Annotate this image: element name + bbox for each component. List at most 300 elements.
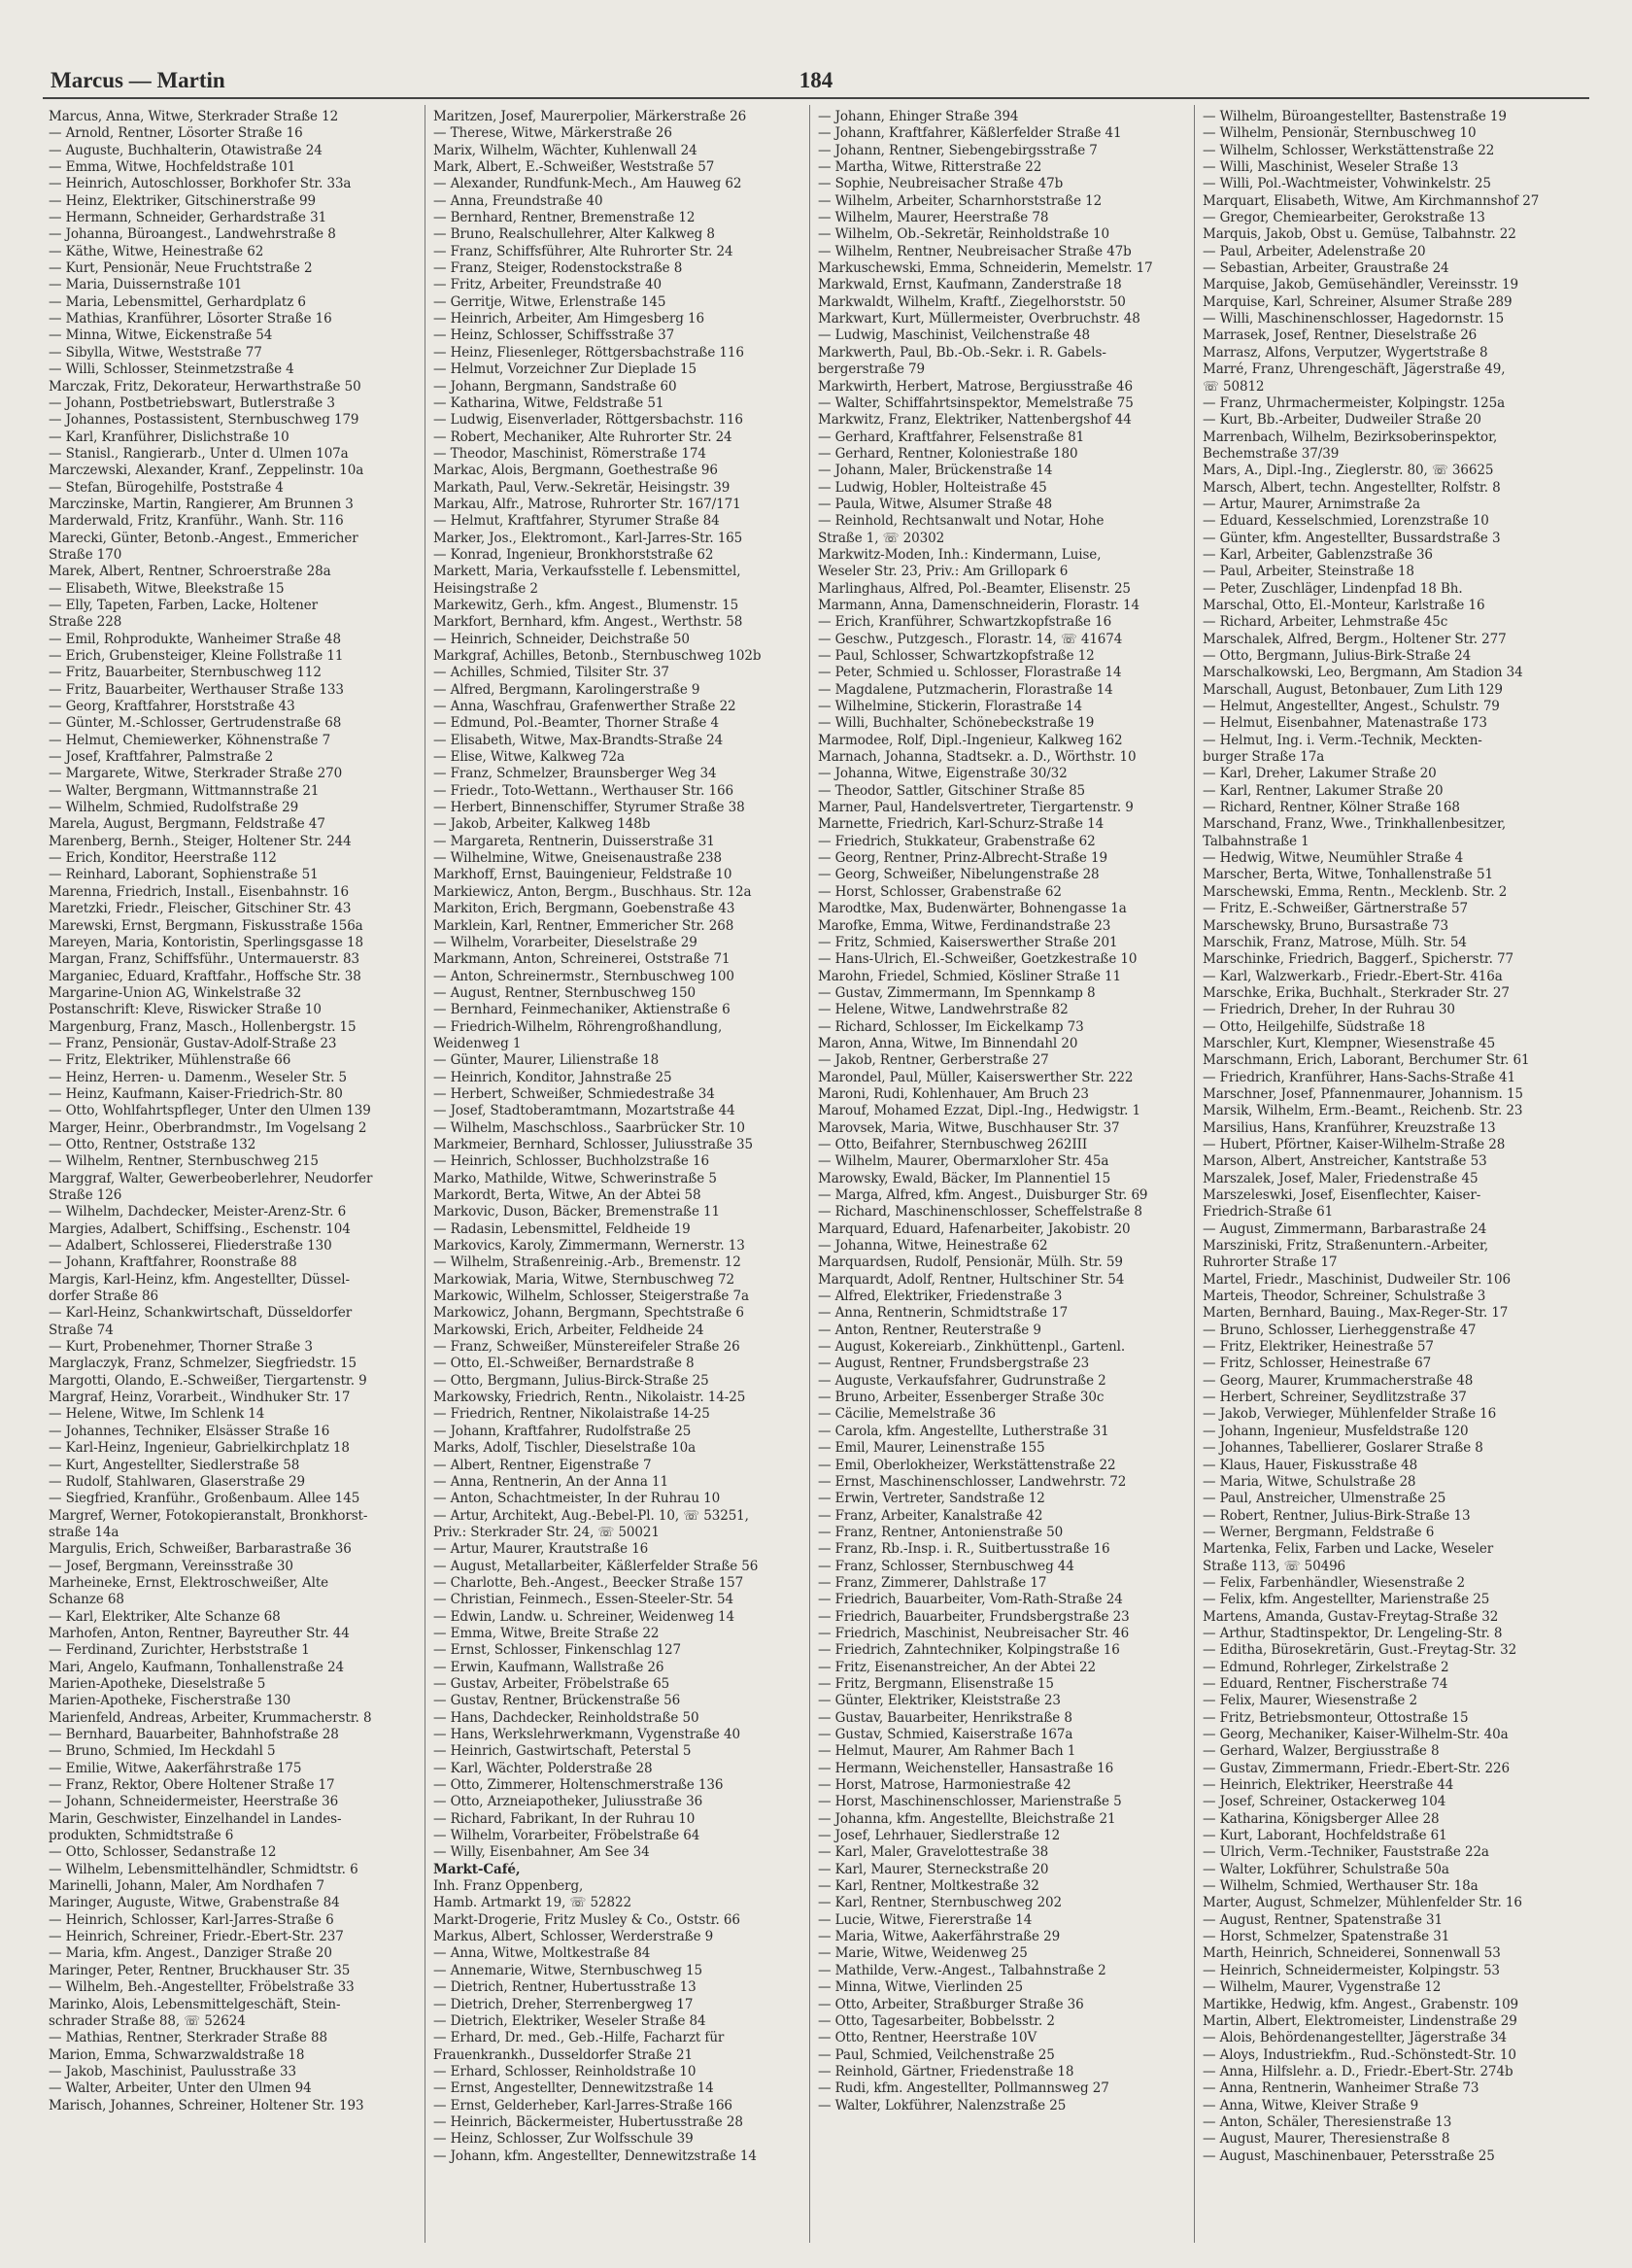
directory-entry: Marrasz, Alfons, Verputzer, Wygertstraße 8 (1203, 344, 1488, 361)
directory-entry: — Jakob, Arbeiter, Kalkweg 148b (433, 816, 651, 833)
directory-entry: — Fritz, Schlosser, Heinestraße 67 (1203, 1356, 1432, 1372)
directory-entry: — Hermann, Weichensteller, Hansastraße 16 (818, 1760, 1114, 1776)
directory-entry: Straße 228 (49, 614, 122, 631)
directory-entry: — Friedrich, Bauarbeiter, Vom-Rath-Straße 24 (818, 1592, 1123, 1608)
directory-entry: Straße 74 (49, 1322, 114, 1338)
directory-entry: Marrasek, Josef, Rentner, Dieselstraße 26 (1203, 327, 1478, 344)
directory-entry: — Robert, Rentner, Julius-Birk-Straße 13 (1203, 1507, 1471, 1524)
directory-entry: — Therese, Witwe, Märkerstraße 26 (433, 125, 672, 142)
directory-entry: — Günter, Maurer, Lilienstraße 18 (433, 1052, 660, 1069)
directory-entry: Weseler Str. 23, Priv.: Am Grillopark 6 (818, 564, 1069, 580)
directory-entry: — Johann, Maler, Brückenstraße 14 (818, 463, 1053, 479)
directory-entry: — Heinrich, Schlosser, Karl-Jarres-Straße 6 (49, 1911, 334, 1928)
directory-entry: — Hans, Werkslehrwerkmann, Vygenstraße 40 (433, 1727, 740, 1742)
directory-entry: Marcus, Anna, Witwe, Sterkrader Straße 12 (49, 109, 339, 124)
directory-entry: — Auguste, Buchhalterin, Otawistraße 24 (49, 142, 323, 158)
directory-entry: — Karl, Wächter, Polderstraße 28 (433, 1760, 653, 1776)
directory-entry: Marenna, Friedrich, Install., Eisenbahnstr. 16 (49, 883, 349, 900)
directory-entry: — Herbert, Schreiner, Seydlitzstraße 37 (1203, 1390, 1467, 1406)
directory-entry: — Anna, Hilfslehr. a. D., Friedr.-Ebert-Str. 274b (1203, 2063, 1513, 2079)
directory-entry: — Wilhelm, Büroangestellter, Bastenstraße 19 (1203, 109, 1507, 124)
directory-entry: — Alfred, Elektriker, Friedenstraße 3 (818, 1289, 1063, 1305)
directory-entry: — Horst, Matrose, Harmoniestraße 42 (818, 1777, 1071, 1794)
directory-entry: — Karl, Arbeiter, Gablenzstraße 36 (1203, 546, 1433, 563)
directory-entry: — Hans, Dachdecker, Reinholdstraße 50 (433, 1709, 699, 1726)
page-range-title: Marcus — Martin (51, 68, 225, 92)
directory-entry: Marsch, Albert, techn. Angestellter, Rolfstr. 8 (1203, 479, 1501, 496)
directory-entry: Markowsky, Friedrich, Rentn., Nikolaistr. 14-25 (433, 1390, 746, 1406)
directory-entry: — Reinhold, Gärtner, Friedenstraße 18 (818, 2063, 1074, 2079)
directory-entry: — Alexander, Rundfunk-Mech., Am Hauweg 62 (433, 176, 742, 192)
directory-entry: Markett, Maria, Verkaufsstelle f. Lebensmittel, (433, 564, 741, 580)
directory-entry: — Franz, Arbeiter, Kanalstraße 42 (818, 1507, 1043, 1524)
directory-entry: Markath, Paul, Verw.-Sekretär, Heisingstr. 39 (433, 479, 731, 496)
directory-entry: — Albert, Rentner, Eigenstraße 7 (433, 1457, 652, 1473)
directory-entry: — Walter, Bergmann, Wittmannstraße 21 (49, 782, 320, 799)
directory-entry: Marten, Bernhard, Bauing., Max-Reger-Str. 17 (1203, 1305, 1509, 1322)
directory-entry: — Willy, Eisenbahner, Am See 34 (433, 1844, 650, 1861)
directory-entry: Marin, Geschwister, Einzelhandel in Landes- (49, 1810, 342, 1827)
directory-entry: — Heinz, Schlosser, Schiffsstraße 37 (433, 327, 675, 344)
directory-entry: Marschalkowski, Leo, Bergmann, Am Stadion 34 (1203, 665, 1523, 681)
directory-entry: Markt-Café, (433, 1861, 521, 1877)
directory-entry: — Wilhelm, Straßenreinig.-Arb., Bremenstr. 12 (433, 1254, 741, 1271)
directory-entry: Marschik, Franz, Matrose, Mülh. Str. 54 (1203, 934, 1467, 950)
directory-entry: Martel, Friedr., Maschinist, Dudweiler Str. 106 (1203, 1271, 1511, 1288)
directory-entry: Marquis, Jakob, Obst u. Gemüse, Talbahnstr. 22 (1203, 226, 1516, 243)
directory-entry: — Johanna, Büroangest., Landwehrstraße 8 (49, 226, 336, 243)
directory-entry: — Dietrich, Dreher, Sterrenbergweg 17 (433, 1996, 694, 2012)
directory-entry: — Johann, Kraftfahrer, Roonstraße 88 (49, 1254, 297, 1271)
directory-entry: — Kurt, Pensionär, Neue Fruchtstraße 2 (49, 260, 313, 277)
directory-entry: — Helmut, Kraftfahrer, Styrumer Straße 84 (433, 513, 720, 530)
directory-entry: — Karl, Walzwerkarb., Friedr.-Ebert-Str. 416a (1203, 968, 1503, 984)
directory-entry: — Ernst, Gelderheber, Karl-Jarres-Straße 166 (433, 2097, 732, 2113)
directory-entry: Marschalek, Alfred, Bergm., Holtener Str. 277 (1203, 631, 1507, 647)
directory-entry: Marnach, Johanna, Stadtsekr. a. D., Wörthstr. 10 (818, 749, 1137, 766)
directory-entry: — Johann, Schneidermeister, Heerstraße 36 (49, 1794, 339, 1810)
directory-entry: Markmann, Anton, Schreinerei, Oststraße 71 (433, 951, 731, 968)
directory-entry: — Ludwig, Eisenverlader, Röttgersbachstr. 116 (433, 412, 743, 429)
directory-entry: — Alfred, Bergmann, Karolingerstraße 9 (433, 681, 700, 698)
directory-entry: — Lucie, Witwe, Fiererstraße 14 (818, 1911, 1033, 1928)
directory-entry: — Johann, kfm. Angestellter, Dennewitzstraße 14 (433, 2148, 757, 2164)
directory-entry: Marquart, Elisabeth, Witwe, Am Kirchmannshof 27 (1203, 192, 1540, 209)
directory-entry: Marquard, Eduard, Hafenarbeiter, Jakobistr. 20 (818, 1220, 1131, 1237)
directory-entry: — Gustav, Schmied, Kaiserstraße 167a (818, 1727, 1073, 1742)
directory-entry: — Franz, Steiger, Rodenstockstraße 8 (433, 260, 683, 277)
directory-entry: Markwitz-Moden, Inh.: Kindermann, Luise, (818, 546, 1102, 563)
directory-entry: — Helene, Witwe, Landwehrstraße 82 (818, 1002, 1069, 1018)
directory-entry: — Anton, Rentner, Reuterstraße 9 (818, 1322, 1041, 1338)
directory-entry: — Friedrich-Wilhelm, Röhrengroßhandlung, (433, 1018, 723, 1035)
directory-entry: Margulis, Erich, Schweißer, Barbarastraße 36 (49, 1541, 352, 1558)
directory-entry: — Gregor, Chemiearbeiter, Gerokstraße 13 (1203, 210, 1485, 226)
directory-entry: — Paul, Anstreicher, Ulmenstraße 25 (1203, 1491, 1446, 1507)
directory-entry: — Karl, Rentner, Lakumer Straße 20 (1203, 782, 1444, 799)
directory-entry: — Edmund, Rohrleger, Zirkelstraße 2 (1203, 1659, 1449, 1675)
directory-entry: — Friedr., Toto-Wettann., Werthauser Str. 166 (433, 782, 734, 799)
directory-entry: — Wilhelm, Maurer, Obermarxloher Str. 45a (818, 1153, 1109, 1170)
directory-entry: — Horst, Schmelzer, Spatenstraße 31 (1203, 1929, 1450, 1945)
directory-entry: — Horst, Schlosser, Grabenstraße 62 (818, 883, 1062, 900)
directory-entry: — Minna, Witwe, Eickenstraße 54 (49, 327, 273, 344)
directory-entry: Martikke, Hedwig, kfm. Angest., Grabenstr. 109 (1203, 1996, 1519, 2012)
directory-entry: — Rudolf, Stahlwaren, Glaserstraße 29 (49, 1473, 306, 1490)
directory-entry: — Josef, Stadtoberamtmann, Mozartstraße 44 (433, 1103, 735, 1119)
directory-entry: Marggraf, Walter, Gewerbeoberlehrer, Neudorfer (49, 1170, 373, 1186)
directory-entry: — Friedrich, Bauarbeiter, Frundsbergstraße 23 (818, 1608, 1130, 1625)
directory-entry: — Elisabeth, Witwe, Max-Brandts-Straße 24 (433, 732, 724, 748)
directory-entry: — Martha, Witwe, Ritterstraße 22 (818, 159, 1042, 176)
directory-entry: — Franz, Schmelzer, Braunsberger Weg 34 (433, 766, 717, 782)
directory-entry: Margraf, Heinz, Vorarbeit., Windhuker Str. 17 (49, 1390, 351, 1406)
directory-entry: — Wilhelm, Beh.-Angestellter, Fröbelstraße 33 (49, 1979, 355, 1996)
directory-entry: Mark, Albert, E.-Schweißer, Weststraße 57 (433, 159, 715, 176)
directory-entry: — Hubert, Pförtner, Kaiser-Wilhelm-Straße 28 (1203, 1136, 1506, 1152)
directory-entry: Markwitz, Franz, Elektriker, Nattenbergshof 44 (818, 412, 1132, 429)
directory-entry: — Radasin, Lebensmittel, Feldheide 19 (433, 1220, 691, 1237)
directory-entry: — Paul, Arbeiter, Steinstraße 18 (1203, 564, 1414, 580)
directory-entry: Marger, Heinr., Oberbrandmstr., Im Vogelsang 2 (49, 1119, 367, 1136)
directory-entry: schrader Straße 88, ☏ 52624 (49, 2012, 246, 2029)
directory-entry: — Ludwig, Hobler, Holteistraße 45 (818, 479, 1047, 496)
directory-entry: Markau, Alfr., Matrose, Ruhrorter Str. 167/171 (433, 496, 741, 512)
directory-entry: — Bruno, Arbeiter, Essenberger Straße 30c (818, 1390, 1105, 1406)
directory-entry: — Karl, Maler, Gravelottestraße 38 (818, 1844, 1049, 1861)
directory-entry: — Minna, Witwe, Vierlinden 25 (818, 1979, 1023, 1996)
directory-entry: Markac, Alois, Bergmann, Goethestraße 96 (433, 463, 718, 479)
directory-entry: Postanschrift: Kleve, Riswicker Straße 10 (49, 1002, 322, 1018)
directory-entry: Marovsek, Maria, Witwe, Buschhauser Str. 37 (818, 1119, 1120, 1136)
directory-entry: Marker, Jos., Elektromont., Karl-Jarres-Str. 165 (433, 530, 743, 546)
directory-entry: — Wilhelm, Pensionär, Sternbuschweg 10 (1203, 125, 1477, 142)
directory-entry: — Achilles, Schmied, Tilsiter Str. 37 (433, 665, 669, 681)
directory-entry: — Erhard, Dr. med., Geb.-Hilfe, Facharzt für (433, 2030, 725, 2046)
directory-entry: — Heinz, Kaufmann, Kaiser-Friedrich-Str. 80 (49, 1085, 343, 1102)
directory-entry: Marschewski, Emma, Rentn., Mecklenb. Str. 2 (1203, 883, 1508, 900)
directory-entry: — Johannes, Postassistent, Sternbuschweg 179 (49, 412, 359, 429)
directory-entry: — Walter, Lokführer, Schulstraße 50a (1203, 1861, 1449, 1877)
directory-entry: — Wilhelm, Rentner, Neubreisacher Straße 47b (818, 243, 1132, 259)
directory-entry: Marschler, Kurt, Klempner, Wiesenstraße 45 (1203, 1035, 1496, 1051)
directory-entry: — Fritz, Elektriker, Heinestraße 57 (1203, 1339, 1434, 1356)
column-1 (49, 109, 420, 2247)
directory-entry: — Fritz, Elektriker, Mühlenstraße 66 (49, 1052, 291, 1069)
directory-entry: Marquardt, Adolf, Rentner, Hultschiner Str. 54 (818, 1271, 1125, 1288)
directory-entry: Marlinghaus, Alfred, Pol.-Beamter, Elisenstr. 25 (818, 580, 1131, 597)
directory-entry: — Johannes, Tabellierer, Goslarer Straße 8 (1203, 1440, 1483, 1457)
directory-entry: — Arthur, Stadtinspektor, Dr. Lengeling-Str. 8 (1203, 1625, 1503, 1641)
directory-entry: Straße 126 (49, 1187, 122, 1203)
directory-entry: Markgraf, Achilles, Betonb., Sternbuschweg 102b (433, 648, 762, 664)
directory-entry: — Fritz, Schmied, Kaiserswerther Straße 201 (818, 934, 1118, 950)
directory-entry: — Günter, kfm. Angestellter, Bussardstraße 3 (1203, 530, 1501, 546)
directory-entry: Marschal, Otto, El.-Monteur, Karlstraße 16 (1203, 597, 1485, 613)
directory-entry: dorfer Straße 86 (49, 1289, 159, 1305)
directory-entry: — Mathilde, Verw.-Angest., Talbahnstraße 2 (818, 1962, 1106, 1978)
directory-entry: Marhofen, Anton, Rentner, Bayreuther Str. 44 (49, 1625, 350, 1641)
directory-entry: Marklein, Karl, Rentner, Emmericher Str. 268 (433, 917, 734, 934)
directory-entry: — August, Rentner, Sternbuschweg 150 (433, 984, 696, 1001)
directory-entry: — Siegfried, Kranführ., Großenbaum. Allee 145 (49, 1491, 360, 1507)
directory-entry: — Karl, Elektriker, Alte Schanze 68 (49, 1608, 281, 1625)
directory-entry: Marschner, Josef, Pfannenmaurer, Johannism. 15 (1203, 1085, 1523, 1102)
directory-entry: — Josef, Schreiner, Ostackerweg 104 (1203, 1794, 1446, 1810)
directory-entry: Marszeleswki, Josef, Eisenflechter, Kaiser- (1203, 1187, 1481, 1203)
directory-entry: Markwerth, Paul, Bb.-Ob.-Sekr. i. R. Gabels- (818, 344, 1106, 361)
directory-entry: — Wilhelm, Ob.-Sekretär, Reinholdstraße 10 (818, 226, 1109, 243)
directory-entry: — Felix, Farbenhändler, Wiesenstraße 2 (1203, 1574, 1465, 1591)
column-2 (433, 109, 804, 2247)
directory-entry: — Gustav, Zimmermann, Friedr.-Ebert-Str. 226 (1203, 1760, 1510, 1776)
directory-entry: — Otto, Wohlfahrtspfleger, Unter den Ulmen 139 (49, 1103, 371, 1119)
directory-entry: — Helmut, Ing. i. Verm.-Technik, Meckten- (1203, 732, 1482, 748)
directory-entry: Markowicz, Johann, Bergmann, Spechtstraße 6 (433, 1305, 744, 1322)
directory-entry: — Anton, Schreinermstr., Sternbuschweg 100 (433, 968, 734, 984)
directory-entry: — Ernst, Schlosser, Finkenschlag 127 (433, 1642, 681, 1659)
directory-entry: — Ferdinand, Zurichter, Herbststraße 1 (49, 1642, 310, 1659)
directory-entry: — Gerhard, Walzer, Bergiusstraße 8 (1203, 1743, 1440, 1760)
directory-entry: Maringer, Peter, Rentner, Bruckhauser Str. 35 (49, 1962, 351, 1978)
directory-entry: Marderwald, Fritz, Kranführ., Wanh. Str. 116 (49, 513, 344, 530)
directory-entry: Hamb. Artmarkt 19, ☏ 52822 (433, 1895, 631, 1911)
directory-entry: — Emil, Rohprodukte, Wanheimer Straße 48 (49, 631, 342, 647)
directory-entry: Marenberg, Bernh., Steiger, Holtener Str. 244 (49, 833, 352, 849)
directory-entry: Marschall, August, Betonbauer, Zum Lith 129 (1203, 681, 1503, 698)
directory-entry: — Kurt, Bb.-Arbeiter, Dudweiler Straße 20 (1203, 412, 1481, 429)
directory-entry: Marouf, Mohamed Ezzat, Dipl.-Ing., Hedwigstr. 1 (818, 1103, 1141, 1119)
directory-entry: — Maria, Witwe, Aakerfährstraße 29 (818, 1929, 1061, 1945)
directory-entry: Marth, Heinrich, Schneiderei, Sonnenwall 53 (1203, 1945, 1501, 1962)
directory-entry: — Johann, Kraftfahrer, Käßlerfelder Straße 41 (818, 125, 1122, 142)
directory-entry: — Emil, Maurer, Leinenstraße 155 (818, 1440, 1045, 1457)
directory-entry: Markfort, Bernhard, kfm. Angest., Werthstr. 58 (433, 614, 743, 631)
directory-entry: — Anna, Freundstraße 40 (433, 192, 603, 209)
directory-entry: — Anna, Rentnerin, Schmidtstraße 17 (818, 1305, 1069, 1322)
directory-entry: — Horst, Maschinenschlosser, Marienstraße 5 (818, 1794, 1122, 1810)
directory-entry: — Fritz, Bauarbeiter, Werthauser Straße 133 (49, 681, 344, 698)
directory-entry: — Fritz, Bauarbeiter, Sternbuschweg 112 (49, 665, 322, 681)
directory-entry: — Anton, Schachtmeister, In der Ruhrau 10 (433, 1491, 721, 1507)
directory-entry: — Herbert, Binnenschiffer, Styrumer Straße 38 (433, 800, 745, 816)
directory-entry: — Willi, Schlosser, Steinmetzstraße 4 (49, 361, 294, 378)
directory-entry: Maroni, Rudi, Kohlenhauer, Am Bruch 23 (818, 1085, 1089, 1102)
directory-entry: — Heinrich, Schlosser, Buchholzstraße 16 (433, 1153, 709, 1170)
directory-entry: Marofke, Emma, Witwe, Ferdinandstraße 23 (818, 917, 1111, 934)
directory-entry: — Friedrich, Dreher, In der Ruhrau 30 (1203, 1002, 1455, 1018)
directory-entry: — Edwin, Landw. u. Schreiner, Weidenweg 14 (433, 1608, 734, 1625)
directory-entry: — Marga, Alfred, kfm. Angest., Duisburger Str. 69 (818, 1187, 1148, 1203)
directory-entry: Margis, Karl-Heinz, kfm. Angestellter, Düssel- (49, 1271, 350, 1288)
directory-entry: — Heinrich, Gastwirtschaft, Peterstal 5 (433, 1743, 692, 1760)
directory-entry: — Anton, Schäler, Theresienstraße 13 (1203, 2113, 1452, 2130)
directory-entry: — Reinhard, Laborant, Sophienstraße 51 (49, 867, 319, 883)
directory-entry: — Anna, Witwe, Kleiver Straße 9 (1203, 2097, 1419, 2113)
directory-entry: Marnette, Friedrich, Karl-Schurz-Straße 14 (818, 816, 1105, 833)
directory-entry: Maretzki, Friedr., Fleischer, Gitschiner Str. 43 (49, 901, 352, 917)
directory-entry: Marsik, Wilhelm, Erm.-Beamt., Reichenb. Str. 23 (1203, 1103, 1523, 1119)
directory-entry: Straße 170 (49, 546, 122, 563)
directory-entry: — Emilie, Witwe, Aakerfährstraße 175 (49, 1760, 302, 1776)
directory-entry: — Georg, Maurer, Krummacherstraße 48 (1203, 1372, 1474, 1389)
directory-entry: Marner, Paul, Handelsvertreter, Tiergartenstr. 9 (818, 800, 1134, 816)
directory-entry: Markwirth, Herbert, Matrose, Bergiusstraße 46 (818, 378, 1133, 395)
directory-entry: Marczewski, Alexander, Kranf., Zeppelinstr. 10a (49, 463, 364, 479)
directory-entry: — Richard, Maschinenschlosser, Scheffelstraße 8 (818, 1204, 1142, 1220)
directory-entry: Margarine-Union AG, Winkelstraße 32 (49, 984, 302, 1001)
directory-entry: — Christian, Feinmech., Essen-Steeler-Str. 54 (433, 1592, 733, 1608)
directory-entry: — Wilhelm, Schmied, Werthauser Str. 18a (1203, 1878, 1479, 1895)
directory-entry: — Josef, Kraftfahrer, Palmstraße 2 (49, 749, 274, 766)
directory-entry: Straße 113, ☏ 50496 (1203, 1558, 1346, 1574)
directory-entry: Marowsky, Ewald, Bäcker, Im Plannentiel 15 (818, 1170, 1111, 1186)
directory-entry: — Bernhard, Bauarbeiter, Bahnhofstraße 28 (49, 1727, 339, 1742)
directory-entry: — Wilhelm, Maschschloss., Saarbrücker Str. 10 (433, 1119, 745, 1136)
directory-entry: — Hedwig, Witwe, Neumühler Straße 4 (1203, 850, 1464, 867)
directory-entry: Heisingstraße 2 (433, 580, 538, 597)
directory-entry: — Gustav, Arbeiter, Fröbelstraße 65 (433, 1675, 670, 1692)
directory-entry: — Fritz, E.-Schweißer, Gärtnerstraße 57 (1203, 901, 1468, 917)
directory-entry: — Katharina, Königsberger Allee 28 (1203, 1810, 1440, 1827)
directory-entry: Marschke, Erika, Buchhalt., Sterkrader Str. 27 (1203, 984, 1510, 1001)
directory-entry: — Emma, Witwe, Hochfeldstraße 101 (49, 159, 296, 176)
directory-entry: — Bruno, Realschullehrer, Alter Kalkweg 8 (433, 226, 715, 243)
directory-entry: — Bernhard, Rentner, Bremenstraße 12 (433, 210, 696, 226)
directory-entry: straße 14a (49, 1524, 119, 1540)
directory-entry: — Cäcilie, Memelstraße 36 (818, 1406, 997, 1423)
directory-entry: — Paul, Arbeiter, Adelenstraße 20 (1203, 243, 1426, 259)
column-4 (1203, 109, 1574, 2247)
directory-entry: Markus, Albert, Schlosser, Werderstraße 9 (433, 1929, 714, 1945)
directory-entry: Marks, Adolf, Tischler, Dieselstraße 10a (433, 1440, 697, 1457)
directory-entry: — Wilhelmine, Witwe, Gneisenaustraße 238 (433, 850, 723, 867)
directory-entry: — Heinrich, Elektriker, Heerstraße 44 (1203, 1777, 1454, 1794)
directory-entry: — Franz, Schlosser, Sternbuschweg 44 (818, 1558, 1074, 1574)
directory-entry: Marczak, Fritz, Dekorateur, Herwarthstraße 50 (49, 378, 361, 395)
directory-entry: — Gustav, Zimmermann, Im Spennkamp 8 (818, 984, 1096, 1001)
directory-entry: — Johann, Kraftfahrer, Rudolfstraße 25 (433, 1423, 692, 1439)
directory-entry: — Johann, Ingenieur, Musfeldstraße 120 (1203, 1423, 1469, 1439)
directory-entry: Margenburg, Franz, Masch., Hollenbergstr. 15 (49, 1018, 357, 1035)
directory-entry: Markhoff, Ernst, Bauingenieur, Feldstraße 10 (433, 867, 732, 883)
directory-entry: — Elisabeth, Witwe, Bleekstraße 15 (49, 580, 285, 597)
directory-entry: — Johannes, Techniker, Elsässer Straße 16 (49, 1423, 330, 1439)
directory-entry: Maritzen, Josef, Maurerpolier, Märkerstraße 26 (433, 109, 747, 124)
directory-entry: Marrenbach, Wilhelm, Bezirksoberinspektor, (1203, 429, 1498, 445)
directory-entry: — Walter, Lokführer, Nalenzstraße 25 (818, 2097, 1067, 2113)
directory-entry: Straße 1, ☏ 20302 (818, 530, 945, 546)
directory-entry: — Johann, Ehinger Straße 394 (818, 109, 1019, 124)
directory-entry: — Friedrich, Maschinist, Neubreisacher Str. 46 (818, 1625, 1130, 1641)
directory-entry: Marschand, Franz, Wwe., Trinkhallenbesitzer, (1203, 816, 1507, 833)
directory-entry: — Franz, Zimmerer, Dahlstraße 17 (818, 1574, 1047, 1591)
directory-entry: — Wilhelm, Rentner, Sternbuschweg 215 (49, 1153, 319, 1170)
directory-entry: Mareyen, Maria, Kontoristin, Sperlingsgasse 18 (49, 934, 363, 950)
directory-entry: — Franz, Pensionär, Gustav-Adolf-Straße 23 (49, 1035, 337, 1051)
directory-entry: — Otto, Tagesarbeiter, Bobbelsstr. 2 (818, 2012, 1055, 2029)
directory-entry: Martenka, Felix, Farben und Lacke, Weseler (1203, 1541, 1494, 1558)
directory-entry: Marquardsen, Rudolf, Pensionär, Mülh. Str. 59 (818, 1254, 1123, 1271)
directory-entry: — Wilhelm, Maurer, Vygenstraße 12 (1203, 1979, 1442, 1996)
directory-entry: — Ludwig, Maschinist, Veilchenstraße 48 (818, 327, 1091, 344)
directory-entry: — Wilhelm, Maurer, Heerstraße 78 (818, 210, 1049, 226)
directory-entry: — Heinrich, Schneider, Deichstraße 50 (433, 631, 690, 647)
directory-entry: — Jakob, Maschinist, Paulusstraße 33 (49, 2063, 296, 2079)
directory-entry: Margies, Adalbert, Schiffsing., Eschenstr. 104 (49, 1220, 351, 1237)
directory-entry: — Heinrich, Arbeiter, Am Himgesberg 16 (433, 311, 704, 327)
directory-entry: — Wilhelm, Schlosser, Werkstättenstraße 22 (1203, 142, 1495, 158)
directory-entry: — Erich, Kranführer, Schwartzkopfstraße 16 (818, 614, 1112, 631)
directory-entry: — Richard, Rentner, Kölner Straße 168 (1203, 800, 1460, 816)
directory-entry: — Ernst, Angestellter, Dennewitzstraße 14 (433, 2080, 714, 2097)
directory-entry: Martin, Albert, Elektromeister, Lindenstraße 29 (1203, 2012, 1517, 2029)
directory-entry: Marinelli, Johann, Maler, Am Nordhafen 7 (49, 1878, 325, 1895)
directory-entry: — Franz, Rb.-Insp. i. R., Suitbertusstraße 16 (818, 1541, 1110, 1558)
directory-entry: Marquise, Karl, Schreiner, Alsumer Straße 289 (1203, 293, 1513, 310)
directory-entry: Marteis, Theodor, Schreiner, Schulstraße 3 (1203, 1289, 1486, 1305)
directory-entry: — Helmut, Chemiewerker, Köhnenstraße 7 (49, 732, 331, 748)
directory-entry: — Maria, Duissernstraße 101 (49, 277, 243, 293)
directory-entry: — Franz, Rentner, Antonienstraße 50 (818, 1524, 1064, 1540)
directory-entry: — Georg, Rentner, Prinz-Albrecht-Straße 19 (818, 850, 1107, 867)
directory-entry: — Artur, Architekt, Aug.-Bebel-Pl. 10, ☏ 53251, (433, 1507, 749, 1524)
directory-entry: — Erhard, Schlosser, Reinholdstraße 10 (433, 2063, 697, 2079)
directory-entry: Ruhrorter Straße 17 (1203, 1254, 1338, 1271)
directory-entry: Markwald, Ernst, Kaufmann, Zanderstraße 18 (818, 277, 1122, 293)
directory-entry: bergerstraße 79 (818, 361, 926, 378)
directory-entry: — Annemarie, Witwe, Sternbuschweg 15 (433, 1962, 703, 1978)
directory-entry: Marczinske, Martin, Rangierer, Am Brunnen 3 (49, 496, 354, 512)
directory-entry: Marsilius, Hans, Kranführer, Kreuzstraße 13 (1203, 1119, 1496, 1136)
directory-entry: Maron, Anna, Witwe, Im Binnendahl 20 (818, 1035, 1078, 1051)
directory-entry: — Maria, Lebensmittel, Gerhardplatz 6 (49, 293, 306, 310)
directory-entry: Marodtke, Max, Budenwärter, Bohnengasse 1a (818, 901, 1127, 917)
directory-entry: — Klaus, Hauer, Fiskusstraße 48 (1203, 1457, 1418, 1473)
directory-entry: — Bernhard, Feinmechaniker, Aktienstraße 6 (433, 1002, 731, 1018)
directory-entry: — Franz, Rektor, Obere Holtener Straße 17 (49, 1777, 335, 1794)
directory-entry: — Sophie, Neubreisacher Straße 47b (818, 176, 1064, 192)
directory-entry: — Karl-Heinz, Ingenieur, Gabrielkirchplatz 18 (49, 1440, 350, 1457)
directory-entry: Marglaczyk, Franz, Schmelzer, Siegfriedstr. 15 (49, 1356, 357, 1372)
directory-entry: Marinko, Alois, Lebensmittelgeschäft, Stein- (49, 1996, 341, 2012)
directory-entry: — Katharina, Witwe, Feldstraße 51 (433, 395, 664, 411)
directory-entry: Talbahnstraße 1 (1203, 833, 1309, 849)
directory-entry: Schanze 68 (49, 1592, 124, 1608)
directory-entry: — Johann, Rentner, Siebengebirgsstraße 7 (818, 142, 1098, 158)
directory-entry: ☏ 50812 (1203, 378, 1265, 395)
directory-entry: burger Straße 17a (1203, 749, 1325, 766)
directory-entry: — Heinrich, Schneidermeister, Kolpingstr. 53 (1203, 1962, 1500, 1978)
directory-entry: — Aloys, Industriekfm., Rud.-Schönstedt-Str. 10 (1203, 2046, 1516, 2063)
directory-entry: — Franz, Uhrmachermeister, Kolpingstr. 125a (1203, 395, 1506, 411)
directory-entry: — Karl-Heinz, Schankwirtschaft, Düsseldorfer (49, 1305, 353, 1322)
directory-entry: — Georg, Mechaniker, Kaiser-Wilhelm-Str. 40a (1203, 1727, 1509, 1742)
directory-entry: Markowski, Erich, Arbeiter, Feldheide 24 (433, 1322, 704, 1338)
directory-entry: — Willi, Maschinist, Weseler Straße 13 (1203, 159, 1459, 176)
directory-entry: — Georg, Kraftfahrer, Horststraße 43 (49, 699, 295, 715)
directory-entry: — Willi, Buchhalter, Schönebeckstraße 19 (818, 715, 1095, 732)
directory-entry: — Willi, Maschinenschlosser, Hagedornstr. 15 (1203, 311, 1505, 327)
directory-entry: — Fritz, Betriebsmonteur, Ottostraße 15 (1203, 1709, 1469, 1726)
directory-entry: — Käthe, Witwe, Heinestraße 62 (49, 243, 264, 259)
directory-entry: — Artur, Maurer, Krautstraße 16 (433, 1541, 649, 1558)
directory-entry: — Erwin, Kaufmann, Wallstraße 26 (433, 1659, 664, 1675)
directory-entry: Frauenkrankh., Dusseldorfer Straße 21 (433, 2046, 693, 2063)
directory-entry: — Otto, Rentner, Heerstraße 10V (818, 2030, 1037, 2046)
directory-entry: — Karl, Rentner, Sternbuschweg 202 (818, 1895, 1062, 1911)
directory-entry: — Helmut, Eisenbahner, Matenastraße 173 (1203, 715, 1487, 732)
